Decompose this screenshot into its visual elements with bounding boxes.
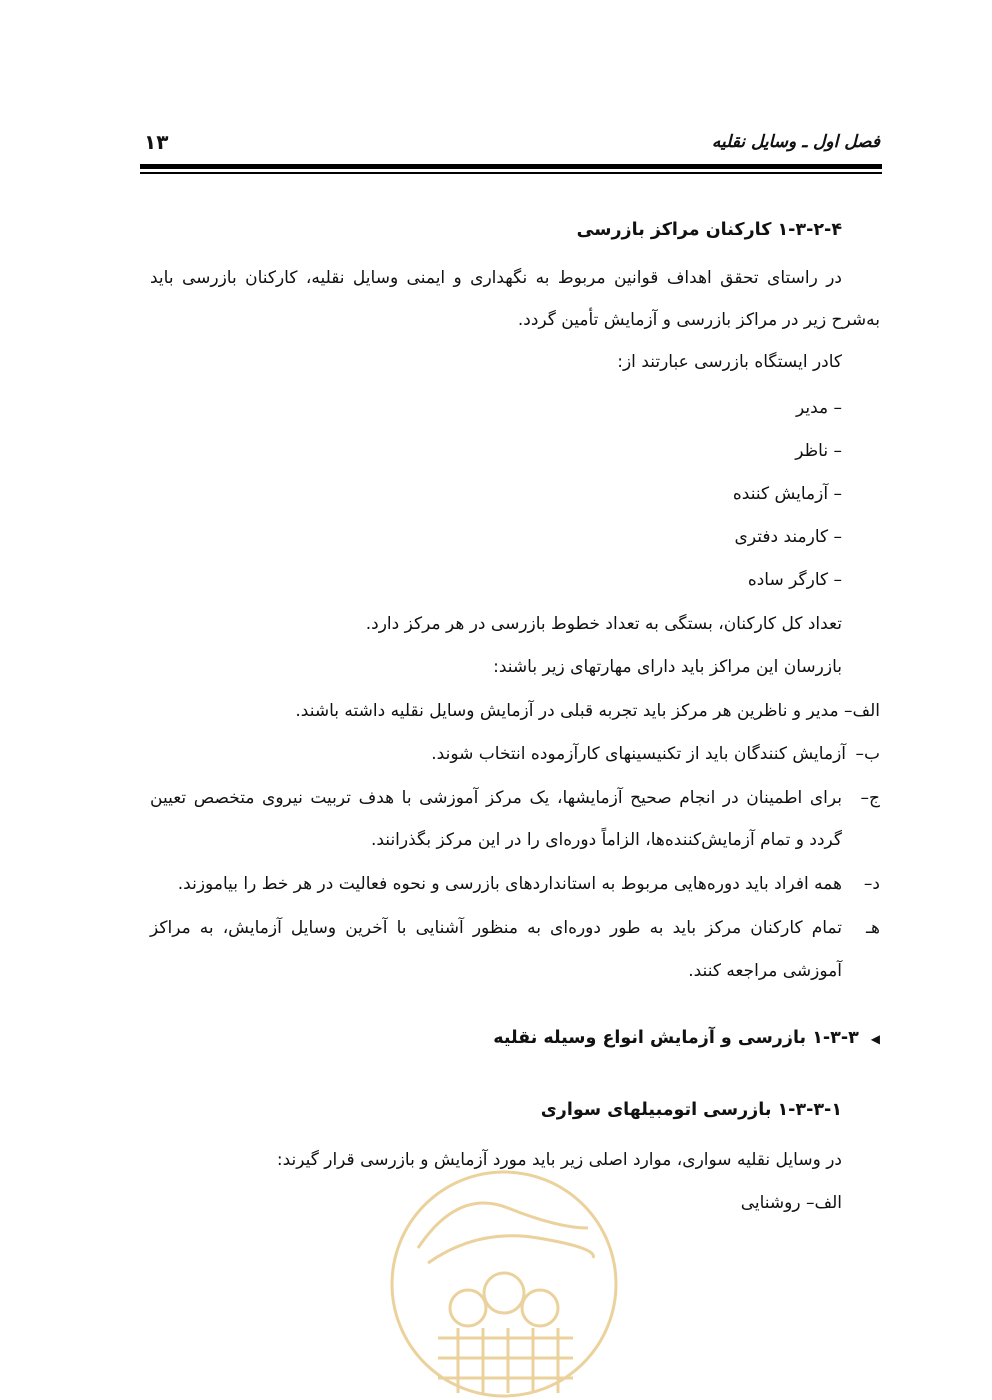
triangle-left-icon: ◀ <box>870 1032 880 1046</box>
skill-c-label: ج– <box>860 788 880 808</box>
intro-line-2: به‌شرح زیر در مراکز بازرسی و آزمایش تأمین گردد. <box>517 310 880 330</box>
skill-c-line-2: گردد و تمام آزمایش‌کننده‌ها، الزاماً دوره‌ای را در این مرکز بگذرانند. <box>370 830 842 850</box>
chapter-title: فصل اول ـ وسایل نقلیه <box>711 132 880 152</box>
skill-e-line-2: آموزشی مراجعه کنند. <box>688 961 842 981</box>
publisher-seal-icon <box>388 1168 620 1400</box>
staff-heading: ۱-۳-۲-۴ کارکنان مراکز بازرسی <box>576 220 842 240</box>
staff-item-tester: – آزمایش کننده <box>732 484 842 504</box>
staff-item-worker: – کارگر ساده <box>747 570 842 590</box>
cars-item-a: الف– روشنایی <box>740 1193 842 1213</box>
cars-heading: ۱-۳-۳-۱ بازرسی اتومبیلهای سواری <box>540 1100 842 1120</box>
skill-e-line-1: تمام کارکنان مرکز باید به طور دوره‌ای به منظور آشنایی با آخرین وسایل آزمایش، به مراکز <box>150 918 842 938</box>
header-rule-thick <box>140 164 882 169</box>
inspection-heading: ۱-۳-۳ بازرسی و آزمایش انواع وسیله نقلیه <box>493 1028 859 1048</box>
skill-b: آزمایش کنندگان باید از تکنیسینهای کارآزموده انتخاب شوند. <box>431 744 846 764</box>
staff-total: تعداد کل کارکنان، بستگی به تعداد خطوط بازرسی در هر مرکز دارد. <box>365 614 842 634</box>
skill-d: همه افراد باید دوره‌هایی مربوط به استانداردهای بازرسی و نحوه فعالیت در هر خط را بیاموزند. <box>177 874 842 894</box>
intro-line-1: در راستای تحقق اهداف قوانین مربوط به نگهداری و ایمنی وسایل نقلیه، کارکنان بازرسی باید <box>150 268 842 288</box>
staff-item-supervisor: – ناظر <box>795 441 842 461</box>
skill-c-line-1: برای اطمینان در انجام صحیح آزمایشها، یک مرکز آموزشی با هدف تربیت نیروی متخصص تعیین <box>150 788 842 808</box>
skill-d-label: د– <box>863 874 880 894</box>
skills-intro: بازرسان این مراکز باید دارای مهارتهای زیر باشند: <box>493 657 842 677</box>
header-rule-thin <box>140 172 882 174</box>
skill-b-label: ب– <box>855 744 880 764</box>
cars-intro: در وسایل نقلیه سواری، موارد اصلی زیر باید مورد آزمایش و بازرسی قرار گیرند: <box>276 1150 842 1170</box>
page-number: ۱۳ <box>144 130 169 154</box>
staff-item-manager: – مدیر <box>795 398 842 418</box>
staff-item-clerk: – کارمند دفتری <box>734 527 842 547</box>
inspection-heading-row <box>493 1030 880 1048</box>
skill-a: الف– مدیر و ناظرین هر مرکز باید تجربه قبلی در آزمایش وسایل نقلیه داشته باشند. <box>295 701 880 721</box>
staff-intro: کادر ایستگاه بازرسی عبارتند از: <box>617 352 842 372</box>
skill-e-label: هـ <box>866 918 880 938</box>
